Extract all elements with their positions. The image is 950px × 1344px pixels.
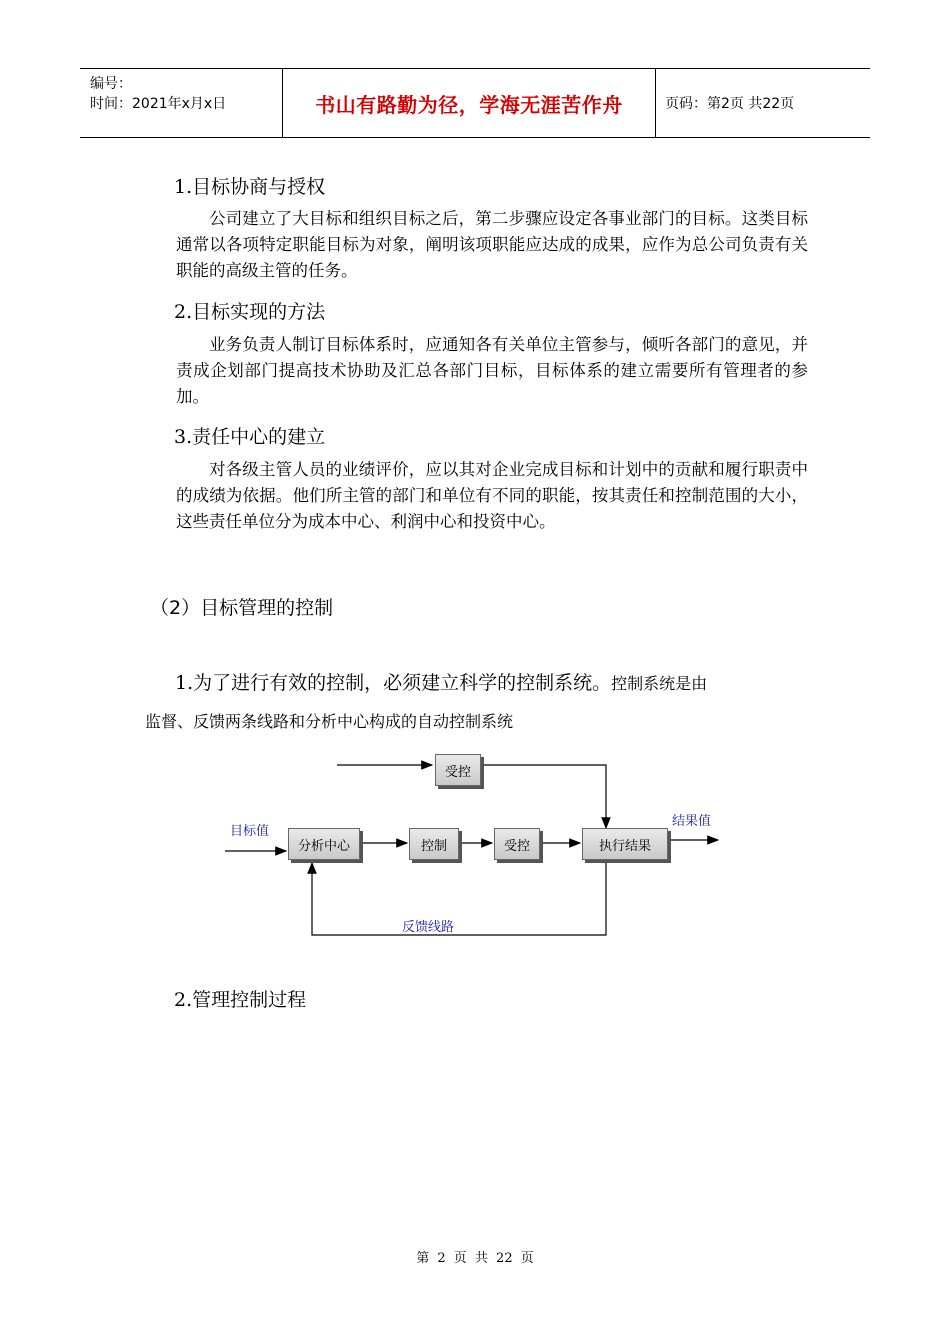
section-heading-control-process: 2.管理控制过程 — [174, 989, 307, 1011]
header-page-info: 页码：第2页 共22页 — [665, 96, 795, 112]
control-intro — [145, 664, 825, 741]
control-intro-line2: 监督、反馈两条线路和分析中心构成的自动控制系统 — [145, 712, 514, 731]
top-controlled-box: 受控 — [435, 754, 481, 786]
control-intro-lead: 1.为了进行有效的控制，必须建立科学的控制系统。 — [175, 672, 612, 694]
header-motto: 书山有路勤为径，学海无涯苦作舟 — [282, 69, 656, 137]
serial-label: 编号： — [90, 76, 132, 92]
analysis-center-box: 分析中心 — [288, 828, 360, 860]
section-title-control: （2）目标管理的控制 — [150, 597, 334, 619]
document-header — [80, 68, 870, 138]
execution-result-box: 执行结果 — [582, 828, 668, 860]
section-heading-1: 1.目标协商与授权 — [174, 176, 326, 198]
control-system-diagram — [220, 750, 740, 950]
time-label: 时间：2021年x月x日 — [90, 96, 227, 112]
control-intro-tail: 控制系统是由 — [611, 674, 708, 693]
section-heading-3: 3.责任中心的建立 — [174, 426, 326, 448]
section-heading-2: 2.目标实现的方法 — [174, 301, 326, 323]
page-footer: 第 2 页 共 22 页 — [416, 1251, 534, 1266]
section-body-2: 业务负责人制订目标体系时，应通知各有关单位主管参与，倾听各部门的意见，并责成企划部门提高技术协助及汇总各部门目标，目标体系的建立需要所有管理者的参加。 — [176, 335, 808, 406]
header-meta-cell — [80, 69, 282, 137]
control-box: 控制 — [409, 828, 459, 860]
section-body-1: 公司建立了大目标和组织目标之后，第二步骤应设定各事业部门的目标。这类目标通常以各项特定职能目标为对象，阐明该项职能应达成的成果，应作为总公司负责有关职能的高级主管的任务。 — [176, 209, 808, 280]
result-value-label: 结果值 — [672, 814, 712, 829]
section-body-3: 对各级主管人员的业绩评价，应以其对企业完成目标和计划中的贡献和履行职责中的成绩为依据。他们所主管的部门和单位有不同的职能，按其责任和控制范围的大小，这些责任单位分为成本中心、利润中心和投资中心。 — [176, 460, 808, 531]
target-value-label: 目标值 — [230, 824, 270, 839]
controlled-box: 受控 — [494, 828, 540, 860]
feedback-line-label: 反馈线路 — [402, 920, 455, 935]
